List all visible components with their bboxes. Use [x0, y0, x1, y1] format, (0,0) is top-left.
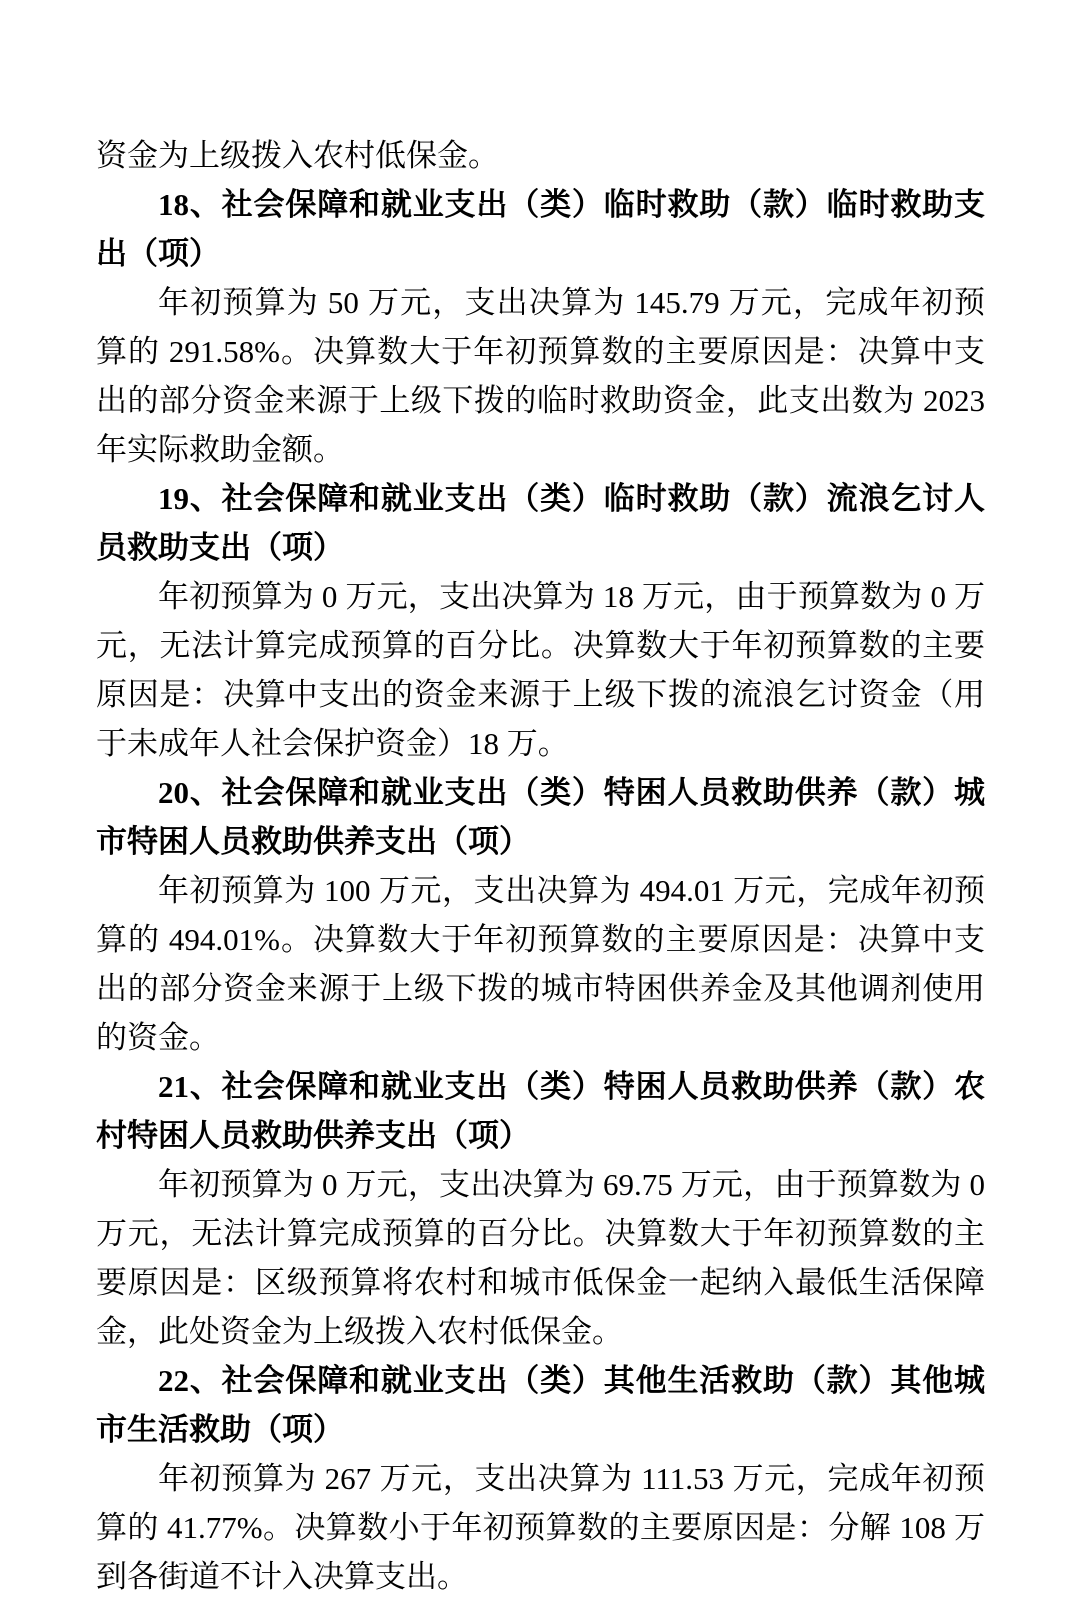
section-heading-18: 18、社会保障和就业支出（类）临时救助（款）临时救助支出（项）	[96, 187, 985, 271]
document-body	[96, 131, 985, 1601]
body-paragraph: 年初预算为 50 万元，支出决算为 145.79 万元，完成年初预算的 291.58%。决算数大于年初预算数的主要原因是：决算中支出的部分资金来源于上级下拨的临时救助资金，此支出数为 2023 年实际救助金额。	[96, 285, 985, 467]
body-paragraph: 年初预算为 0 万元，支出决算为 69.75 万元，由于预算数为 0 万元，无法计算完成预算的百分比。决算数大于年初预算数的主要原因是：区级预算将农村和城市低保金一起纳入最低生活保障金，此处资金为上级拨入农村低保金。	[96, 1167, 985, 1349]
section-heading-22: 22、社会保障和就业支出（类）其他生活救助（款）其他城市生活救助（项）	[96, 1363, 985, 1447]
section-heading-21: 21、社会保障和就业支出（类）特困人员救助供养（款）农村特困人员救助供养支出（项）	[96, 1069, 985, 1153]
section-heading-19: 19、社会保障和就业支出（类）临时救助（款）流浪乞讨人员救助支出（项）	[96, 481, 985, 565]
body-paragraph: 年初预算为 0 万元，支出决算为 18 万元，由于预算数为 0 万元，无法计算完成预算的百分比。决算数大于年初预算数的主要原因是：决算中支出的资金来源于上级下拨的流浪乞讨资金（用于未成年人社会保护资金）18 万。	[96, 579, 985, 761]
body-paragraph: 年初预算为 100 万元，支出决算为 494.01 万元，完成年初预算的 494.01%。决算数大于年初预算数的主要原因是：决算中支出的部分资金来源于上级下拨的城市特困供养金及其他调剂使用的资金。	[96, 873, 985, 1055]
body-paragraph: 年初预算为 267 万元，支出决算为 111.53 万元，完成年初预算的 41.77%。决算数小于年初预算数的主要原因是：分解 108 万到各街道不计入决算支出。	[96, 1461, 985, 1594]
paragraph-continuation: 资金为上级拨入农村低保金。	[96, 138, 499, 173]
section-heading-20: 20、社会保障和就业支出（类）特困人员救助供养（款）城市特困人员救助供养支出（项）	[96, 775, 985, 859]
